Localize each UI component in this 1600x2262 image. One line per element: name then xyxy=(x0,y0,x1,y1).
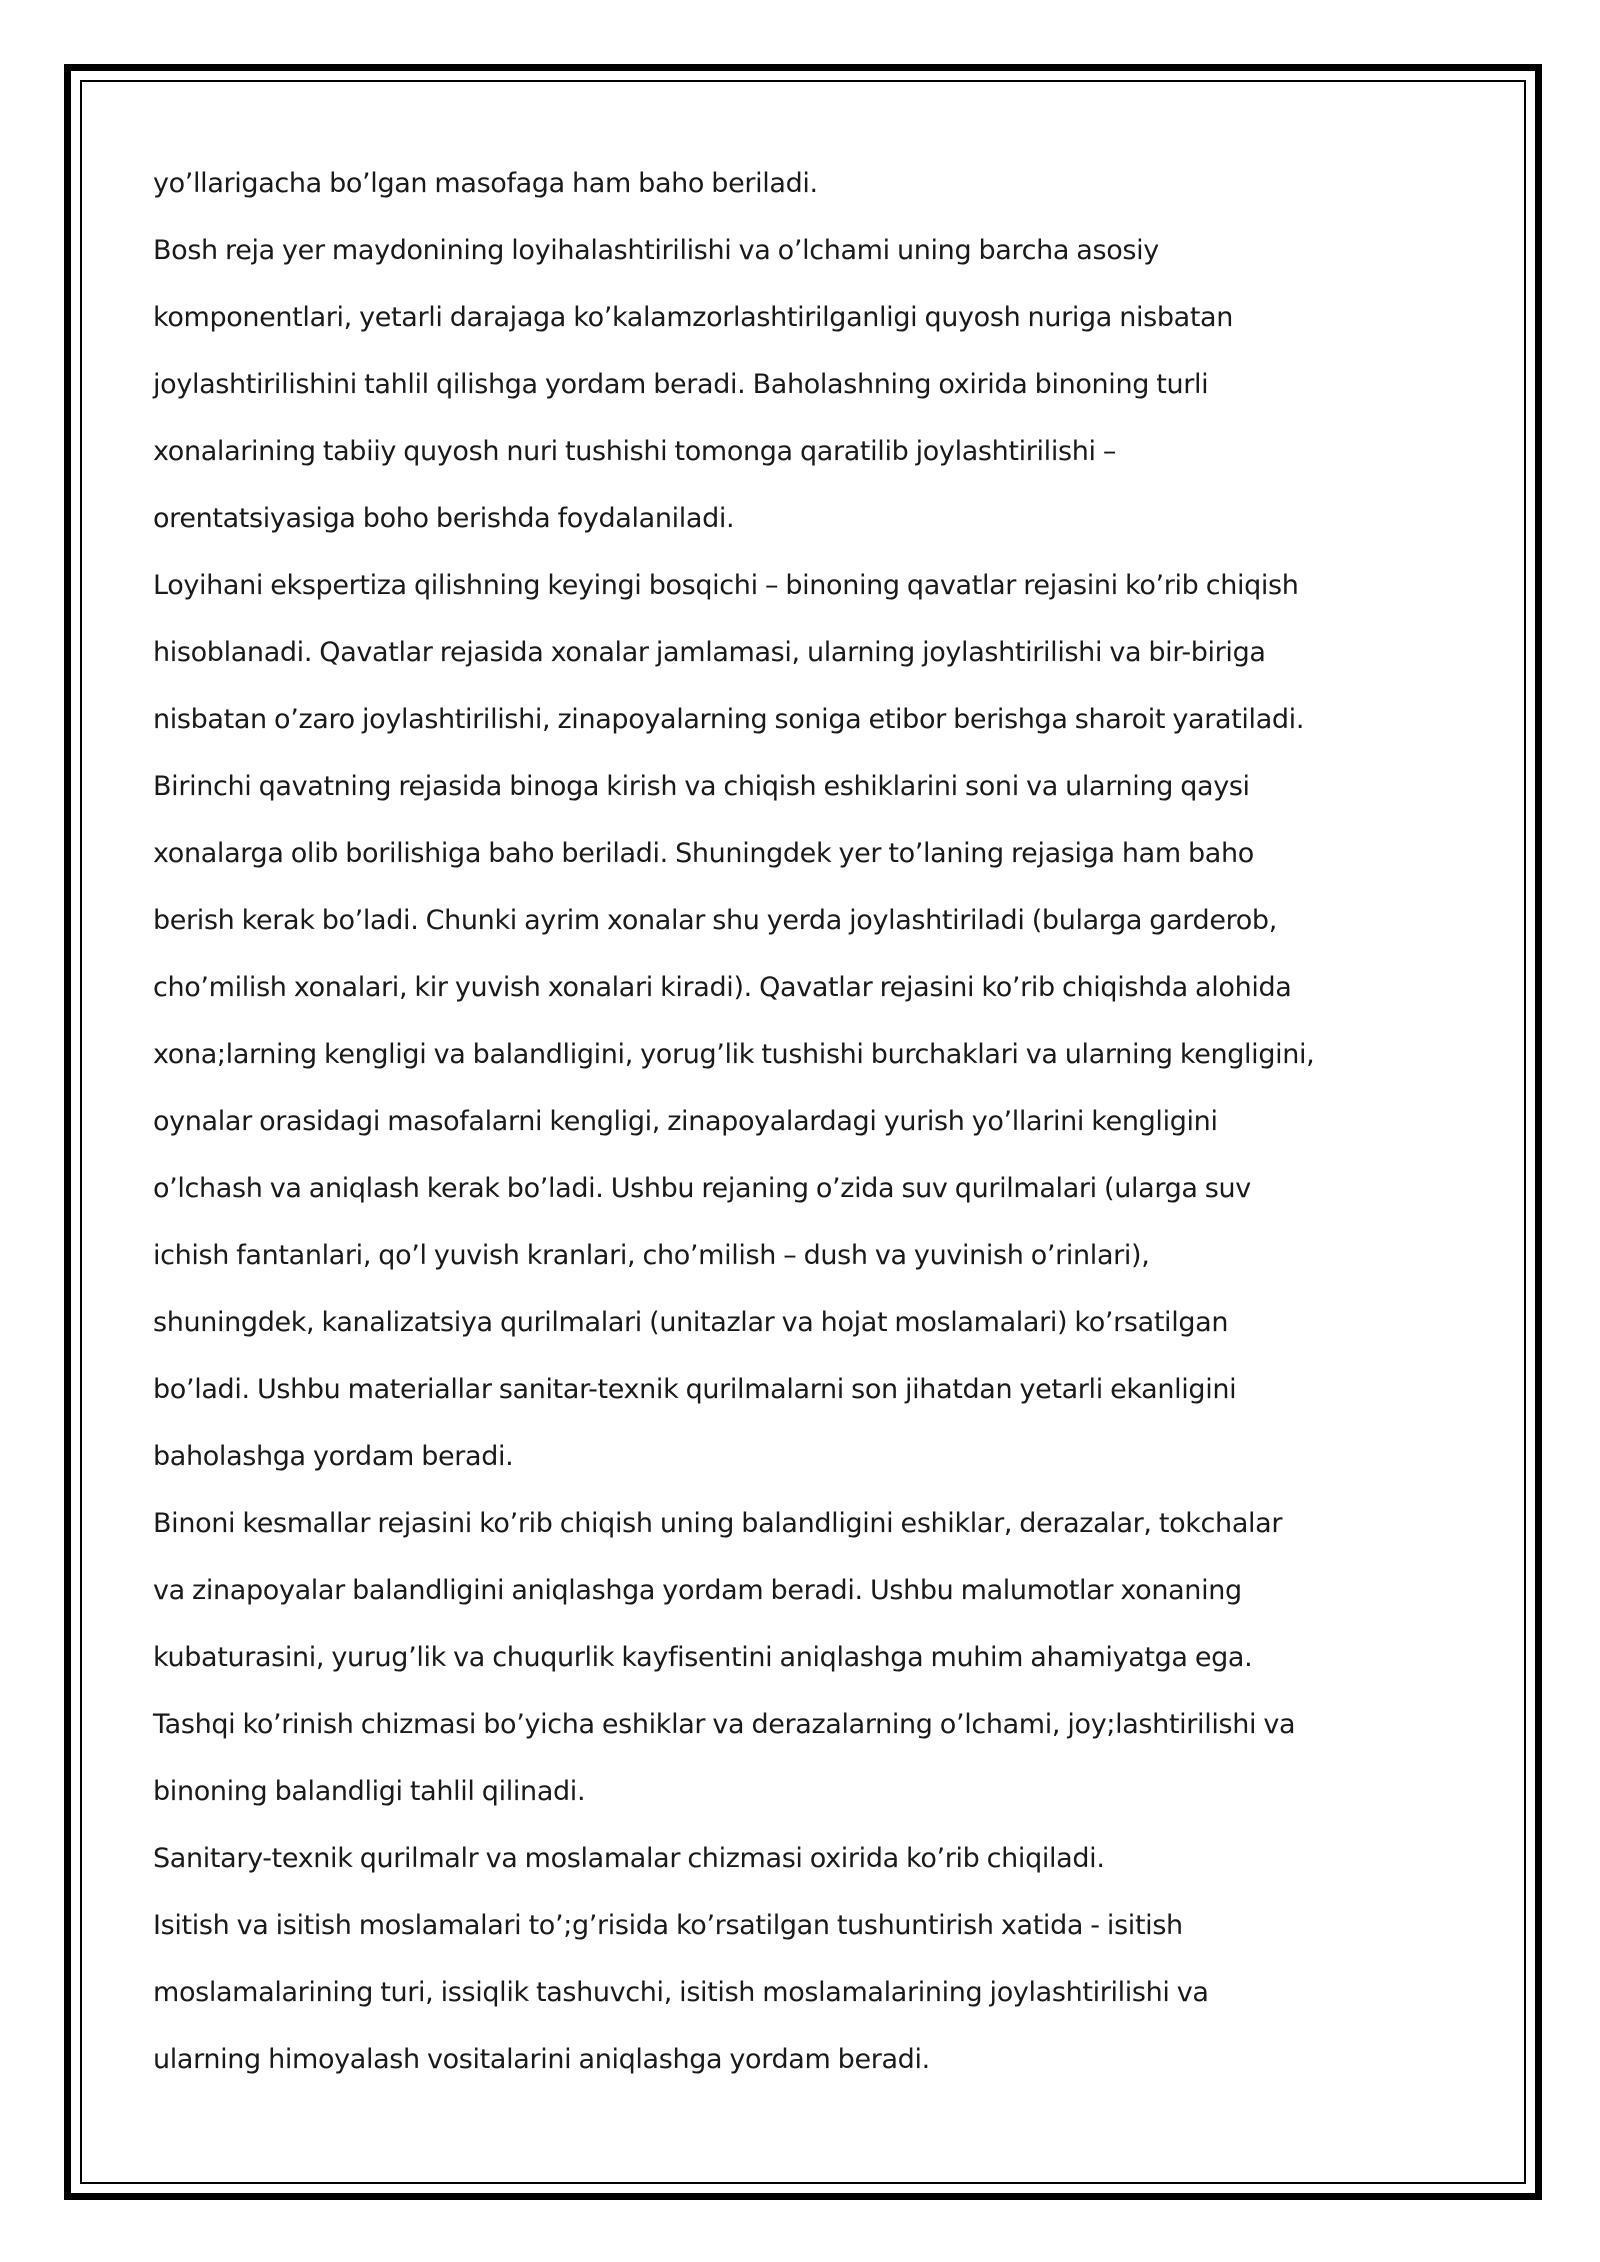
text-line: cho’milish xonalari, kir yuvish xonalari kiradi). Qavatlar rejasini ko’rib chiqishda alohida xyxy=(153,972,1292,1003)
text-line: Tashqi ko’rinish chizmasi bo’yicha eshiklar va derazalarning o’lchami, joy;lashtirilishi va xyxy=(153,1709,1296,1740)
text-line: va zinapoyalar balandligini aniqlashga yordam beradi. Ushbu malumotlar xonaning xyxy=(153,1575,1242,1606)
text-line: kubaturasini, yurug’lik va chuqurlik kayfisentini aniqlashga muhim ahamiyatga ega. xyxy=(153,1642,1253,1673)
text-line: Isitish va isitish moslamalari to’;g’risida ko’rsatilgan tushuntirish xatida - isitish xyxy=(153,1910,1183,1941)
text-line: ichish fantanlari, qo’l yuvish kranlari, cho’milish – dush va yuvinish o’rinlari), xyxy=(153,1240,1150,1271)
text-line: xonalarining tabiiy quyosh nuri tushishi tomonga qaratilib joylashtirilishi – xyxy=(153,436,1116,467)
text-line: bo’ladi. Ushbu materiallar sanitar-texnik qurilmalarni son jihatdan yetarli ekanligini xyxy=(153,1374,1237,1405)
text-line: xonalarga olib borilishiga baho beriladi. Shuningdek yer to’laning rejasiga ham baho xyxy=(153,838,1254,869)
text-line: binoning balandligi tahlil qilinadi. xyxy=(153,1776,586,1807)
text-line: o’lchash va aniqlash kerak bo’ladi. Ushbu rejaning o’zida suv qurilmalari (ularga suv xyxy=(153,1173,1251,1204)
text-line: oynalar orasidagi masofalarni kengligi, zinapoyalardagi yurish yo’llarini kengligini xyxy=(153,1106,1218,1137)
text-line: Bosh reja yer maydonining loyihalashtirilishi va o’lchami uning barcha asosiy xyxy=(153,235,1159,266)
text-line: baholashga yordam beradi. xyxy=(153,1441,514,1472)
text-line: joylashtirilishini tahlil qilishga yordam beradi. Baholashning oxirida binoning turli xyxy=(153,369,1209,400)
text-line: Binoni kesmallar rejasini ko’rib chiqish uning balandligini eshiklar, derazalar, tokchalar xyxy=(153,1508,1283,1539)
text-line: moslamalarining turi, issiqlik tashuvchi, isitish moslamalarining joylashtirilishi va xyxy=(153,1977,1209,2008)
text-line: komponentlari, yetarli darajaga ko’kalamzorlashtirilganligi quyosh nuriga nisbatan xyxy=(153,302,1234,333)
text-line: shuningdek, kanalizatsiya qurilmalari (unitazlar va hojat moslamalari) ko’rsatilgan xyxy=(153,1307,1229,1338)
document-body xyxy=(153,150,1453,2093)
text-line: berish kerak bo’ladi. Chunki ayrim xonalar shu yerda joylashtiriladi (bularga garderob, xyxy=(153,905,1277,936)
text-line: Birinchi qavatning rejasida binoga kirish va chiqish eshiklarini soni va ularning qaysi xyxy=(153,771,1250,802)
text-line: yo’llarigacha bo’lgan masofaga ham baho beriladi. xyxy=(153,168,818,199)
text-line: xona;larning kengligi va balandligini, yorug’lik tushishi burchaklari va ularning kengligini, xyxy=(153,1039,1315,1070)
text-line: Loyihani ekspertiza qilishning keyingi bosqichi – binoning qavatlar rejasini ko’rib chiqish xyxy=(153,570,1299,601)
text-line: orentatsiyasiga boho berishda foydalaniladi. xyxy=(153,503,735,534)
text-line: hisoblanadi. Qavatlar rejasida xonalar jamlamasi, ularning joylashtirilishi va bir-biriga xyxy=(153,637,1266,668)
text-line: ularning himoyalash vositalarini aniqlashga yordam beradi. xyxy=(153,2044,930,2075)
text-line: nisbatan o’zaro joylashtirilishi, zinapoyalarning soniga etibor berishga sharoit yaratiladi. xyxy=(153,704,1305,735)
text-line: Sanitary-texnik qurilmalr va moslamalar chizmasi oxirida ko’rib chiqiladi. xyxy=(153,1843,1105,1874)
